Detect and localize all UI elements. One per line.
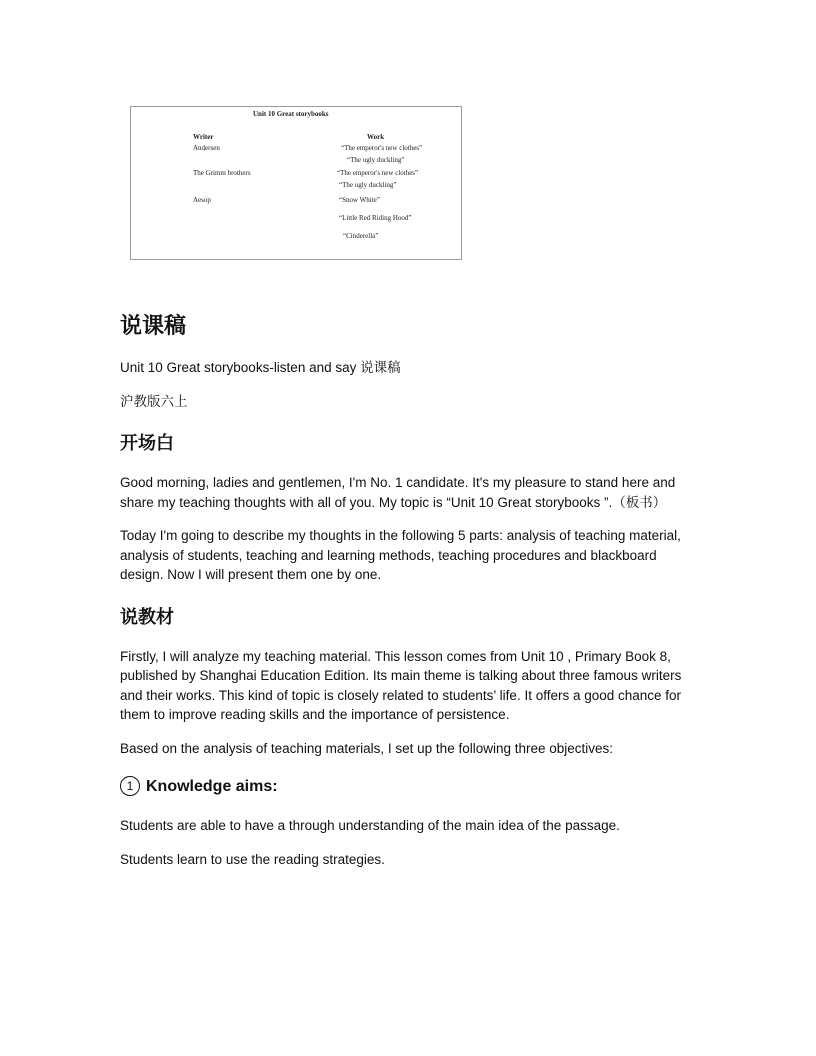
blackboard-design-image: [130, 106, 462, 260]
board-work: “Cinderella”: [343, 232, 379, 240]
board-writer-header: Writer: [193, 133, 214, 141]
material-paragraph-2: Based on the analysis of teaching materials, I set up the following three objectives:: [120, 740, 614, 756]
board-work: “Little Red Riding Hood”: [339, 214, 412, 222]
knowledge-aims-label: Knowledge aims:: [146, 778, 278, 795]
document-body: [120, 312, 700, 883]
opening-paragraph-2: Today I'm going to describe my thoughts in the following 5 parts: analysis of teaching material, analysis of students, teaching and learning methods, teaching procedures and blackboard design. Now I will present them one by one.: [120, 528, 681, 582]
material-heading: 说教材: [120, 606, 174, 627]
board-work: “The emperor's new clothes”: [341, 144, 423, 152]
lesson-subtitle: Unit 10 Great storybooks-listen and say 说课稿: [120, 360, 401, 375]
document-title: 说课稿: [120, 313, 187, 338]
knowledge-aims-heading: [120, 776, 700, 798]
circled-number: 1: [120, 776, 140, 796]
board-writer: Andersen: [193, 144, 220, 152]
material-paragraph-1: Firstly, I will analyze my teaching material. This lesson comes from Unit 10 , Primary Book 8, published by Shanghai Education Edition. Its main theme is talking about three famous writers and their works. This kind of topic is closely related to students’ life. It offers a good chance for them to improve reading skills and the importance of persistence.: [120, 648, 682, 722]
textbook-edition: 沪教版六上: [120, 393, 188, 409]
board-work: “The emperor's new clothes”: [337, 169, 419, 177]
board-work: “The ugly duckling”: [347, 156, 405, 164]
board-work: “Snow White”: [339, 196, 380, 204]
board-writer: Aesop: [193, 196, 211, 204]
board-writer: The Grimm brothers: [193, 169, 251, 177]
aims-paragraph-1: Students are able to have a through understanding of the main idea of the passage.: [120, 818, 620, 833]
board-work: “The ugly duckling”: [339, 181, 397, 189]
aims-paragraph-2: Students learn to use the reading strategies.: [120, 851, 385, 867]
opening-heading: 开场白: [120, 433, 174, 453]
board-title: Unit 10 Great storybooks: [253, 110, 329, 118]
opening-paragraph-1: Good morning, ladies and gentlemen, I'm No. 1 candidate. It's my pleasure to stand here and share my teaching thoughts with all of you. My topic is “Unit 10 Great storybooks ”.（板书）: [120, 475, 676, 510]
board-work-header: Work: [367, 133, 385, 141]
